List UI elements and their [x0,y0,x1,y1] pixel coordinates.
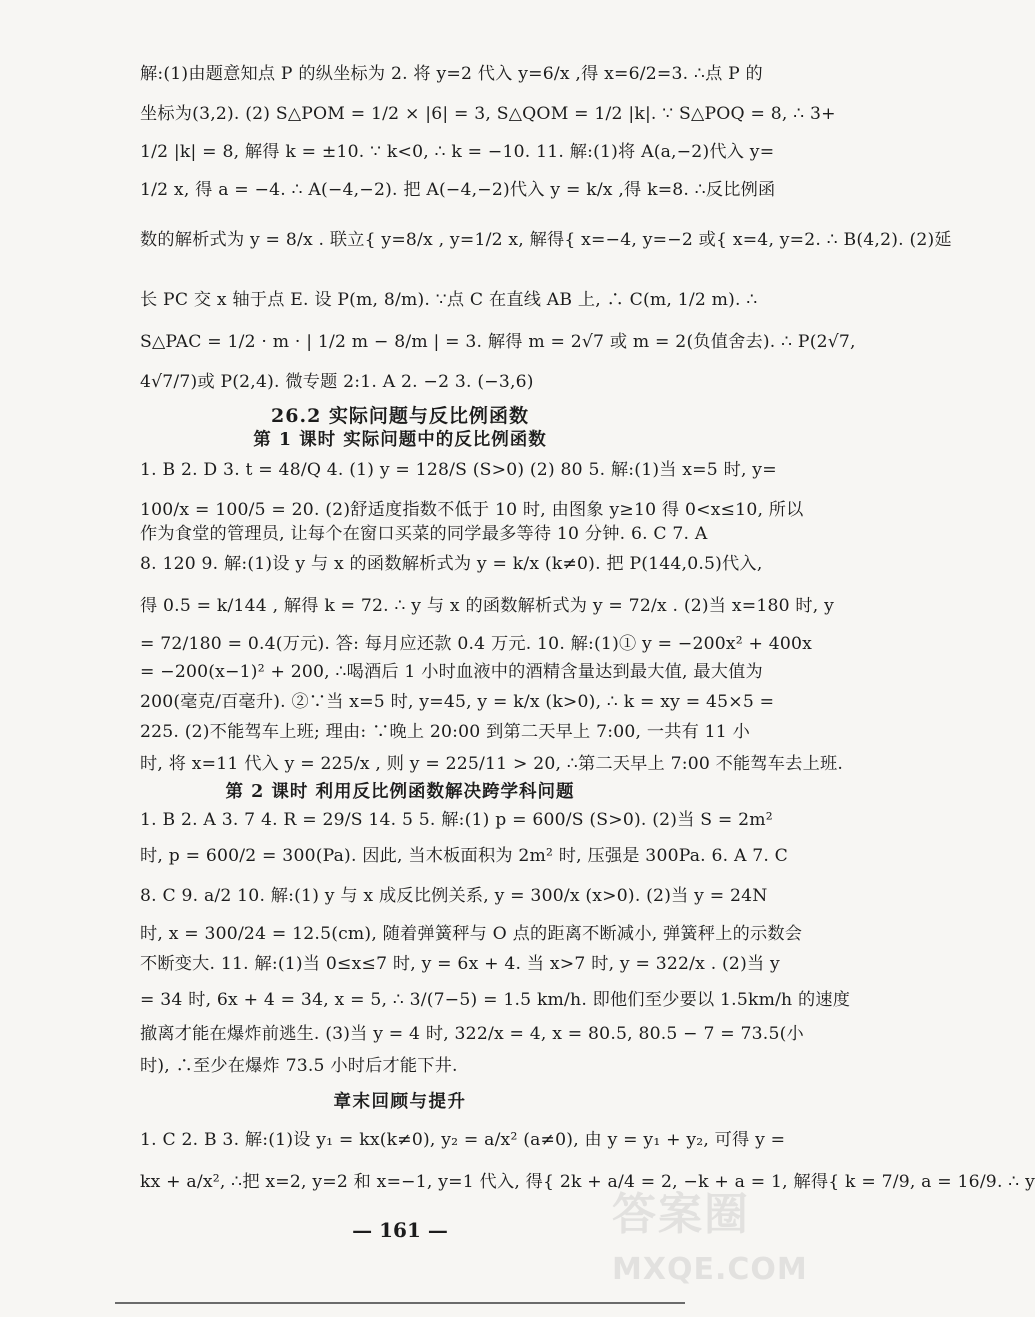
text-line: 1. C 2. B 3. 解:(1)设 y₁ = kx(k≠0), y₂ = a/x² (a≠0), 由 y = y₁ + y₂, 可得 y = [140,1130,786,1150]
text-line: 200(毫克/百毫升). ②∵当 x=5 时, y=45, y = k/x (k>0), ∴ k = xy = 45×5 = [140,692,775,712]
section-title: 26.2 实际问题与反比例函数 [271,405,529,427]
text-line: 1/2 |k| = 8, 解得 k = ±10. ∵ k<0, ∴ k = −10. 11. 解:(1)将 A(a,−2)代入 y= [140,142,775,162]
text-line: 225. (2)不能驾车上班; 理由: ∵晚上 20:00 到第二天早上 7:00, 一共有 11 小 [140,722,750,742]
text-line: = 72/180 = 0.4(万元). 答: 每月应还款 0.4 万元. 10. 解:(1)① y = −200x² + 400x [140,634,813,654]
text-line: 坐标为(3,2). (2) S△POM = 1/2 × |6| = 3, S△QOM = 1/2 |k|. ∵ S△POQ = 8, ∴ 3+ [140,104,836,124]
text-line: 作为食堂的管理员, 让每个在窗口买菜的同学最多等待 10 分钟. 6. C 7. A [140,524,708,544]
text-line: 8. 120 9. 解:(1)设 y 与 x 的函数解析式为 y = k/x (k≠0). 把 P(144,0.5)代入, [140,554,763,574]
chapter-title: 章末回顾与提升 [333,1092,467,1112]
text-line: 得 0.5 = k/144 , 解得 k = 72. ∴ y 与 x 的函数解析式为 y = 72/x . (2)当 x=180 时, y [140,596,835,616]
text-line: 8. C 9. a/2 10. 解:(1) y 与 x 成反比例关系, y = 300/x (x>0). (2)当 y = 24N [140,886,768,906]
lesson-title: 第 1 课时 实际问题中的反比例函数 [253,430,547,450]
text-line: 时, p = 600/2 = 300(Pa). 因此, 当木板面积为 2m² 时, 压强是 300Pa. 6. A 7. C [140,846,789,866]
text-line: 时), ∴至少在爆炸 73.5 小时后才能下井. [140,1056,458,1076]
text-line: 1. B 2. D 3. t = 48/Q 4. (1) y = 128/S (S>0) (2) 80 5. 解:(1)当 x=5 时, y= [140,460,777,480]
text-line: = −200(x−1)² + 200, ∴喝酒后 1 小时血液中的酒精含量达到最大值, 最大值为 [140,662,763,682]
text-line: 时, x = 300/24 = 12.5(cm), 随着弹簧秤与 O 点的距离不断减小, 弹簧秤上的示数会 [140,924,803,944]
text-line: 解:(1)由题意知点 P 的纵坐标为 2. 将 y=2 代入 y=6/x ,得 x=6/2=3. ∴点 P 的 [140,64,763,84]
watermark-text: 答案圈 [612,1189,750,1240]
text-line: 不断变大. 11. 解:(1)当 0≤x≤7 时, y = 6x + 4. 当 x>7 时, y = 322/x . (2)当 y [140,954,780,974]
page-number: — 161 — [352,1218,448,1242]
text-line: 撤离才能在爆炸前逃生. (3)当 y = 4 时, 322/x = 4, x = 80.5, 80.5 − 7 = 73.5(小 [140,1024,804,1044]
text-line: 4√7/7)或 P(2,4). 微专题 2:1. A 2. −2 3. (−3,6) [140,372,534,392]
text-line: 100/x = 100/5 = 20. (2)舒适度指数不低于 10 时, 由图象 y≥10 得 0<x≤10, 所以 [140,500,804,520]
lesson-title: 第 2 课时 利用反比例函数解决跨学科问题 [225,782,575,802]
text-line: S△PAC = 1/2 · m · | 1/2 m − 8/m | = 3. 解得 m = 2√7 或 m = 2(负值舍去). ∴ P(2√7, [140,332,856,352]
text-line: 长 PC 交 x 轴于点 E. 设 P(m, 8/m). ∵点 C 在直线 AB 上, ∴ C(m, 1/2 m). ∴ [140,290,758,310]
bottom-rule [115,1302,685,1304]
text-line: kx + a/x², ∴把 x=2, y=2 和 x=−1, y=1 代入, 得{ 2k + a/4 = 2, −k + a = 1, 解得{ k = 7/9, a = 16/9. ∴ y [140,1172,1035,1192]
text-line: 1/2 x, 得 a = −4. ∴ A(−4,−2). 把 A(−4,−2)代入 y = k/x ,得 k=8. ∴反比例函 [140,180,776,200]
text-line: = 34 时, 6x + 4 = 34, x = 5, ∴ 3/(7−5) = 1.5 km/h. 即他们至少要以 1.5km/h 的速度 [140,990,851,1010]
watermark-url: MXQE.COM [612,1252,808,1287]
text-line: 数的解析式为 y = 8/x . 联立{ y=8/x , y=1/2 x, 解得{ x=−4, y=−2 或{ x=4, y=2. ∴ B(4,2). (2)延 [140,230,952,250]
watermark-logo [612,1178,808,1308]
text-line: 时, 将 x=11 代入 y = 225/x , 则 y = 225/11 > 20, ∴第二天早上 7:00 不能驾车去上班. [140,754,844,774]
text-line: 1. B 2. A 3. 7 4. R = 29/S 14. 5 5. 解:(1) p = 600/S (S>0). (2)当 S = 2m² [140,810,773,830]
